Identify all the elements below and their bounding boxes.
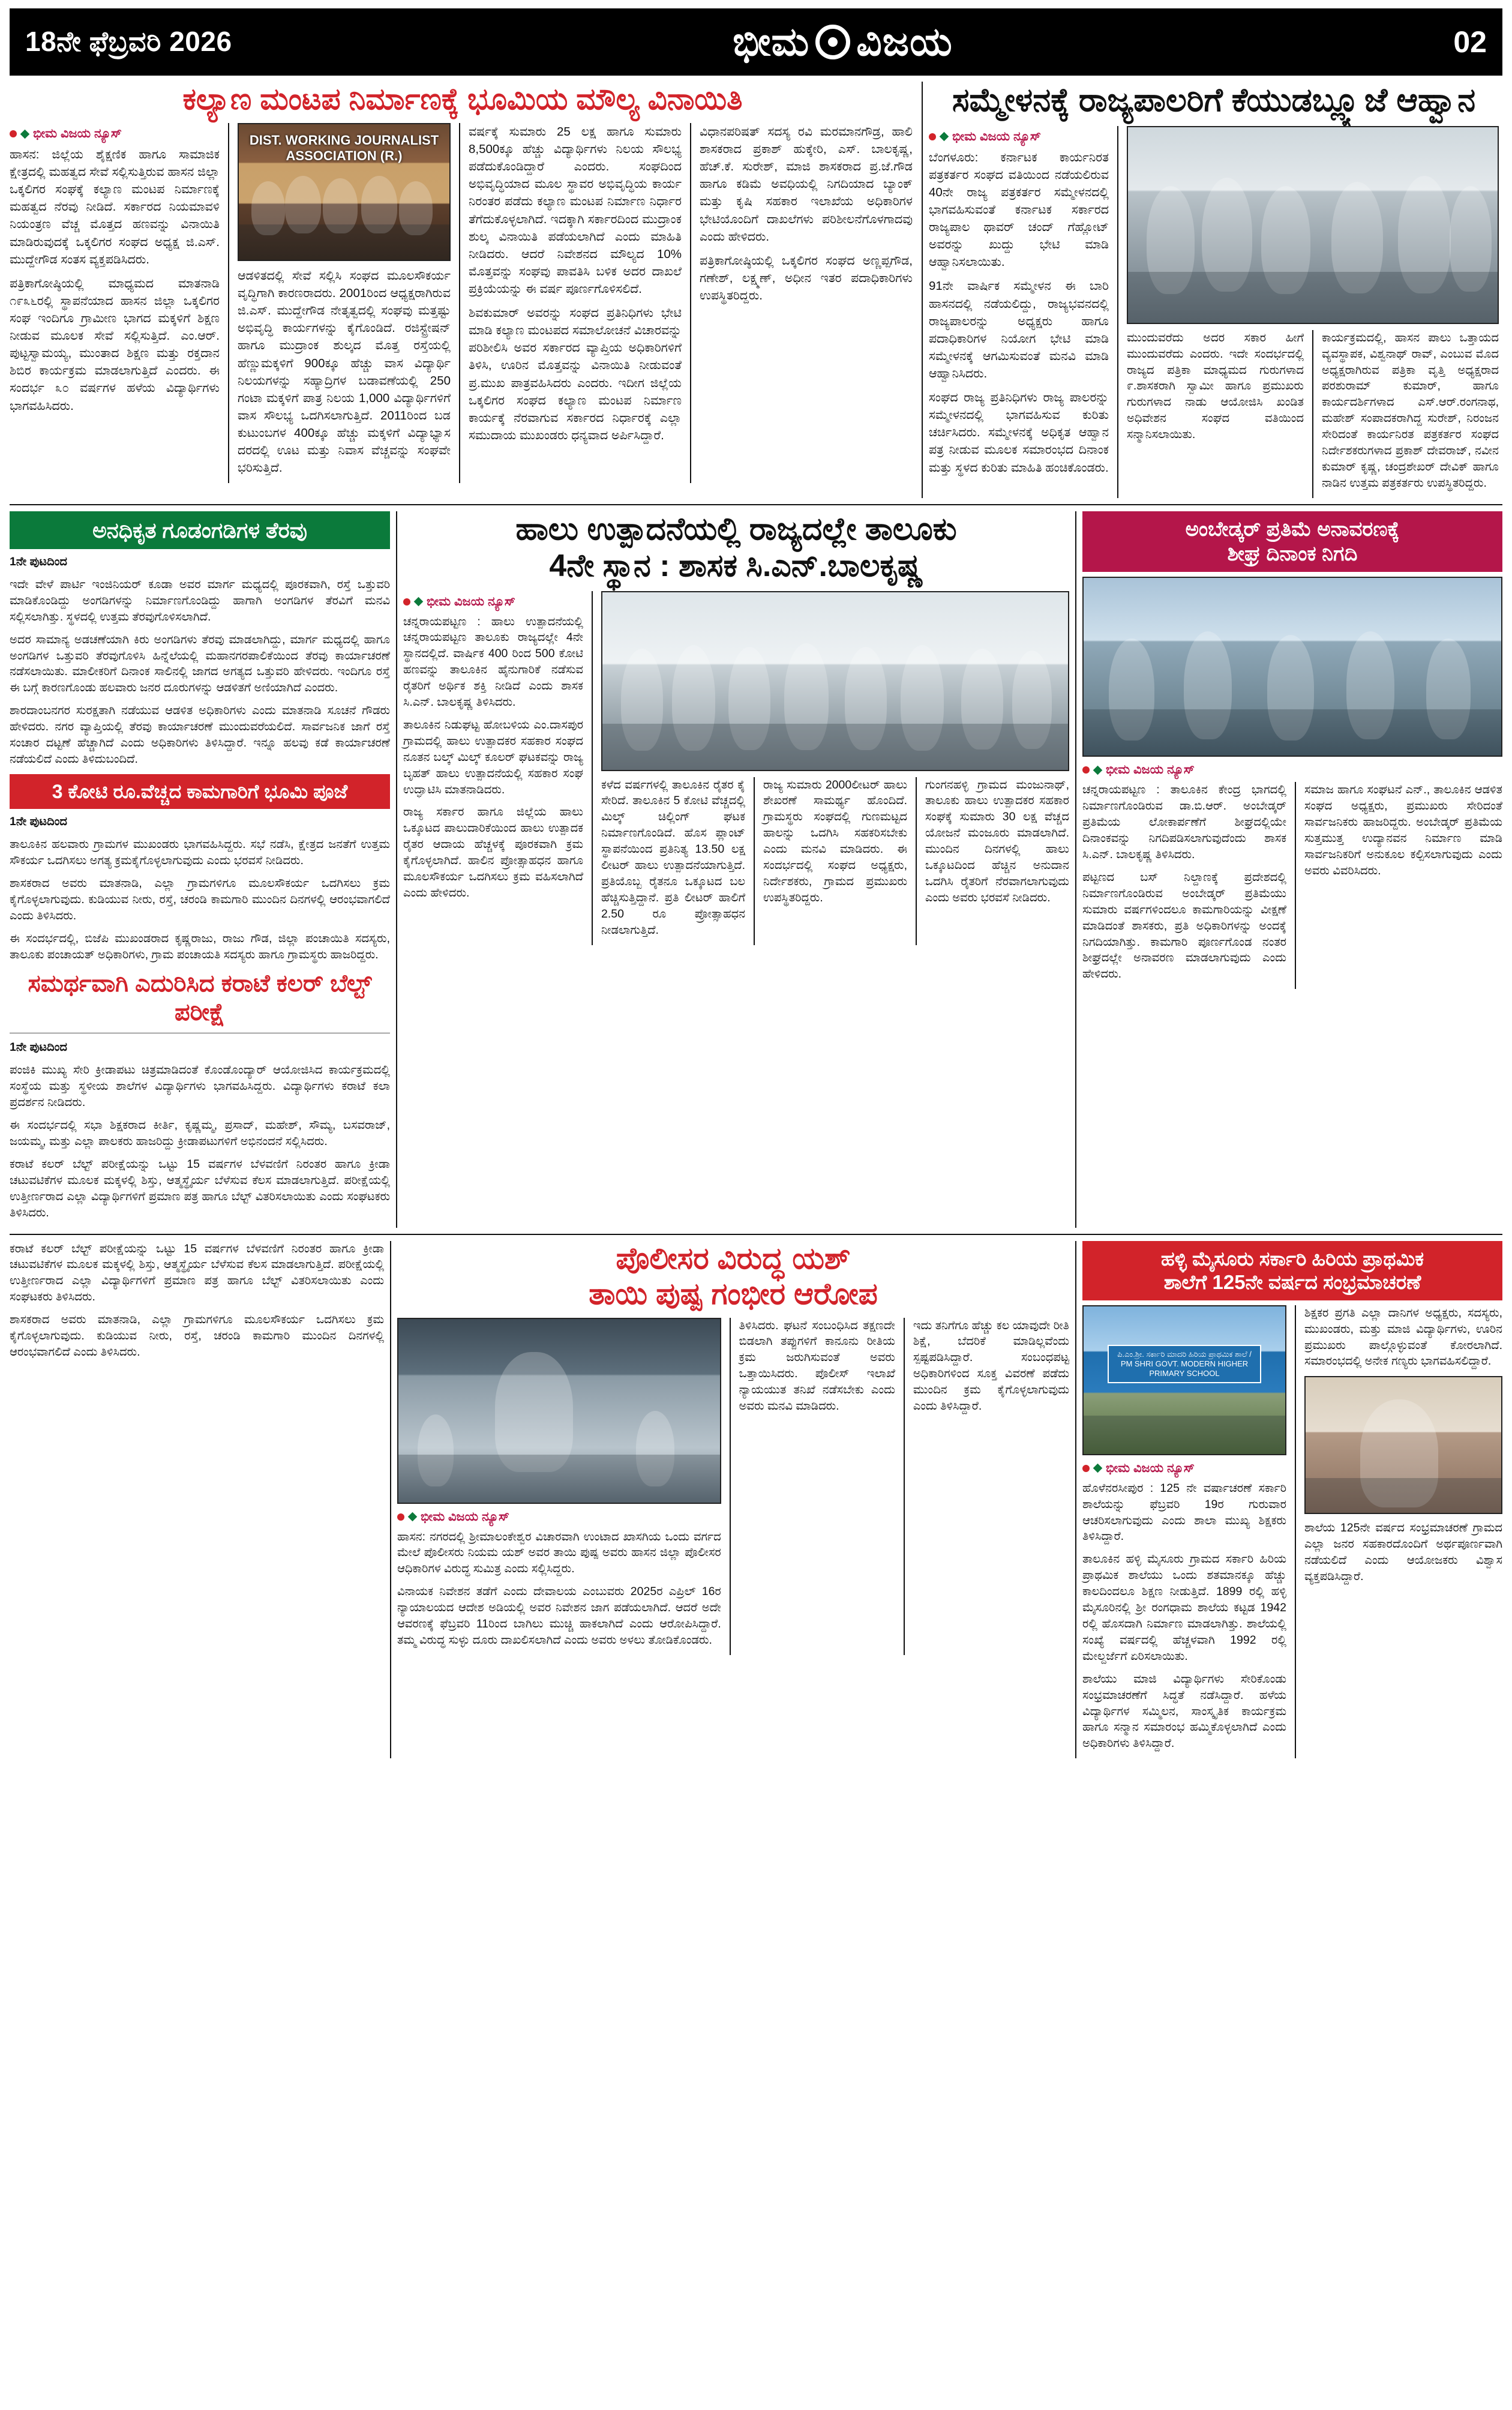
paragraph: ಸಂಘದ ರಾಜ್ಯ ಪ್ರತಿನಿಧಿಗಳು ರಾಜ್ಯ ಪಾಲರನ್ನು ಸಮ್ಮೇಳನದಲ್ಲಿ ಭಾಗವಹಿಸುವ ಕುರಿತು ಚರ್ಚಿಸಿದರು. ಸಮ್ಮೇಳನಕ್ಕೆ ಅಧಿಕೃತ ಆಹ್ವಾನ ಪತ್ರ ನೀಡುವ ಮೂಲಕ ಸಮಾರಂಭದ ದಿನಾಂಕ ಮತ್ತು ಸ್ಥಳದ ಕುರಿತು ಮಾಹಿತಿ ಹಂಚಿಕೊಂಡರು. bbox=[929, 391, 1109, 475]
article-headline bbox=[10, 969, 390, 1027]
school-building-photo bbox=[1082, 1305, 1286, 1455]
continuation-note: 1ನೇ ಪುಟದಿಂದ bbox=[10, 815, 67, 829]
continuation-note: 1ನೇ ಪುಟದಿಂದ bbox=[10, 1041, 67, 1054]
paragraph: ವರ್ಷಕ್ಕೆ ಸುಮಾರು 25 ಲಕ್ಷ ಹಾಗೂ ಸುಮಾರು 8,500ಕ್ಕೂ ಹೆಚ್ಚು ವಿದ್ಯಾರ್ಥಿಗಳು ನಿಲಯ ಸೌಲಭ್ಯ ಪಡೆದುಕೊಂಡಿದ್ದಾರೆ ಎಂದರು. ಸಂಘದಿಂದ ಅಭಿವೃದ್ಧಿಯಾದ ಮೂಲ ಸ್ಥಾವರ ಅಭಿವೃದ್ಧಿಯ ಕಾರ್ಯ ನಿರಂತರ ಪಡೆದು ಕಲ್ಯಾಣ ಮಂಟಪ ನಿರ್ಮಾಣ ನಿರ್ಧಾರ ತೆಗೆದುಕೊಳ್ಳಲಾಗಿದೆ. ಇದಕ್ಕಾಗಿ ಸರ್ಕಾರದಿಂದ ಮುದ್ರಾಂಕ ಶುಲ್ಕ ವಿನಾಯಿತಿ ಪಡೆಯಲಾಗಿದೆ ಎಂದು ಮಾಹಿತಿ ನೀಡಿದರು. ಆದರೆ ನಿವೇಶನದ ಮೌಲ್ಯದ 10% ಮೊತ್ತವನ್ನು ಸಂಘವು ಪಾವತಿಸಿ ಬಳಿಕ ಅದರ ದಾಖಲೆ ಪ್ರಕ್ರಿಯೆಯನ್ನು ಈ ವರ್ಷ ಪೂರ್ಣಗೊಳಿಸಲಿದೆ. bbox=[469, 125, 682, 296]
paragraph: ತಾಲೂಕಿನ ಹಳ್ಳಿ ಮೈಸೂರು ಗ್ರಾಮದ ಸರ್ಕಾರಿ ಹಿರಿಯ ಪ್ರಾಥಮಿಕ ಶಾಲೆಯು ಒಂದು ಶತಮಾನಕ್ಕೂ ಹೆಚ್ಚು ಕಾಲದಿಂದಲೂ ಶಿಕ್ಷಣ ನೀಡುತ್ತಿದೆ. 1899 ರಲ್ಲಿ ಹಳ್ಳಿ ಮೈಸೂರಿನಲ್ಲಿ ಶ್ರೀ ರಂಗಧಾಮ ಶಾಲೆಯ ಕಟ್ಟಡ 1942 ರಲ್ಲಿ ಹೊಸದಾಗಿ ನಿರ್ಮಾಣ ಮಾಡಲಾಗಿತ್ತು. ಶಾಲೆಯಲ್ಲಿ ಸಂಖ್ಯೆ ವರ್ಷದಲ್ಲಿ ಹೆಚ್ಚಳವಾಗಿ 1992 ರಲ್ಲಿ ಮೇಲ್ದರ್ಜೆಗೆ ಏರಿಸಲಾಯಿತು. bbox=[1082, 1552, 1286, 1663]
byline bbox=[1082, 1461, 1286, 1476]
publication-date: 18ನೇ ಫೆಬ್ರವರಿ 2026 bbox=[25, 26, 232, 57]
byline-text: ಭೀಮ ವಿಜಯ ನ್ಯೂಸ್ bbox=[33, 127, 122, 140]
school-name-board: ಪಿ.ಎಂ.ಶ್ರೀ. ಸರ್ಕಾರಿ ಮಾದರಿ ಹಿರಿಯ ಪ್ರಾಥಮಿಕ ಶಾಲೆ / PM SHRI GOVT. MODERN HIGHER PRIMARY SCHOOL bbox=[1108, 1345, 1261, 1384]
paragraph: ಗುಂಗನಹಳ್ಳಿ ಗ್ರಾಮದ ಮಂಜುನಾಥ್, ತಾಲೂಕು ಹಾಲು ಉತ್ಪಾದಕರ ಸಹಕಾರ ಸಂಘಕ್ಕೆ ಸುಮಾರು 30 ಲಕ್ಷ ವೆಚ್ಚದ ಯೋಜನೆ ಮಂಜೂರು ಮಾಡಲಾಗಿದೆ. ಮುಂದಿನ ದಿನಗಳಲ್ಲಿ ಹಾಲು ಒಕ್ಕೂಟದಿಂದ ಹೆಚ್ಚಿನ ಅನುದಾನ ಒದಗಿಸಿ ರೈತರಿಗೆ ನೆರವಾಗಲಾಗುವುದು ಎಂದು ಅವರು ಭರವಸೆ ನೀಡಿದರು. bbox=[925, 778, 1069, 904]
byline-text: ಭೀಮ ವಿಜಯ ನ್ಯೂಸ್ bbox=[1106, 763, 1195, 777]
article-milk-production bbox=[403, 511, 1069, 1228]
bullet-icon bbox=[1082, 1465, 1090, 1472]
inauguration-photo bbox=[601, 591, 1069, 771]
paragraph: ಬೆಂಗಳೂರು: ಕರ್ನಾಟಕ ಕಾರ್ಯನಿರತ ಪತ್ರಕರ್ತರ ಸಂಘದ ವತಿಯಿಂದ ನಡೆಯಲಿರುವ 40ನೇ ರಾಜ್ಯ ಪತ್ರಕರ್ತರ ಸಮ್ಮೇಳನದಲ್ಲಿ ಭಾಗವಹಿಸುವಂತೆ ಕರ್ನಾಟಕ ಸರ್ಕಾರದ ರಾಜ್ಯಪಾಲ ಥಾವರ್ ಚಂದ್ ಗೆಹ್ಲೋಟ್ ಅವರನ್ನು ಖುದ್ದು ಭೇಟಿ ಮಾಡಿ ಆಹ್ವಾನಿಸಲಾಯಿತು. bbox=[929, 150, 1109, 269]
paragraph: ತಿಳಿಸಿದರು. ಘಟನೆ ಸಂಬಂಧಿಸಿದ ತಕ್ಷಣದೇ ಬಿಡಲಾಗಿ ತಪ್ಪುಗಳಿಗೆ ಕಾನೂನು ರೀತಿಯ ಕ್ರಮ ಜರುಗಿಸುವಂತೆ ಅವರು ಒತ್ತಾಯಿಸಿದರು. ಪೊಲೀಸ್ ಇಲಾಖೆ ನ್ಯಾಯಯುತ ತನಿಖೆ ನಡೆಸಬೇಕು ಎಂದು ಅವರು ಮನವಿ ಮಾಡಿದರು. bbox=[739, 1318, 895, 1413]
article-headline: ಸಮ್ಮೇಳನಕ್ಕೆ ರಾಜ್ಯಪಾಲರಿಗೆ ಕೆಯುಡಬ್ಲ್ಯೂಜೆ ಆಹ್ವಾನ bbox=[952, 82, 1476, 118]
article-headline bbox=[1082, 511, 1502, 572]
paragraph: ಚನ್ನರಾಯಪಟ್ಟಣ : ಹಾಲು ಉತ್ಪಾದನೆಯಲ್ಲಿ ಚನ್ನರಾಯಪಟ್ಟಣ ತಾಲೂಕು ರಾಜ್ಯದಲ್ಲೇ 4ನೇ ಸ್ಥಾನದಲ್ಲಿದೆ. ವಾರ್ಷಿಕ 400 ರಿಂದ 500 ಕೋಟಿ ಹಣವನ್ನು ತಾಲೂಕಿನ ಹೈನುಗಾರಿಕೆ ನಡೆಸುವ ರೈತರಿಗೆ ಅರ್ಥಿಕ ಶಕ್ತಿ ನೀಡಿದೆ ಎಂದು ಶಾಸಕ ಸಿ.ಎನ್. ಬಾಲಕೃಷ್ಣ ತಿಳಿಸಿದರು. bbox=[403, 615, 584, 709]
byline bbox=[1082, 763, 1502, 777]
headline-text: ಸಮರ್ಥವಾಗಿ ಎದುರಿಸಿದ ಕರಾಟೆ ಕಲರ್ ಬೆಲ್ಟ್ ಪರೀಕ್ಷೆ bbox=[28, 970, 372, 1026]
headline-line-1: ಹಾಲು ಉತ್ಪಾದನೆಯಲ್ಲಿ ರಾಜ್ಯದಲ್ಲೇ ತಾಲೂಕು bbox=[515, 511, 957, 547]
byline-text: ಭೀಮ ವಿಜಯ ನ್ಯೂಸ್ bbox=[1106, 1461, 1195, 1475]
headline-line-2: 4ನೇ ಸ್ಥಾನ : ಶಾಸಕ ಸಿ.ಎನ್.ಬಾಲಕೃಷ್ಣ bbox=[549, 548, 923, 584]
diamond-icon bbox=[1093, 1464, 1103, 1473]
paragraph: ರಾಜ್ಯ ಸರ್ಕಾರ ಹಾಗೂ ಜಿಲ್ಲೆಯ ಹಾಲು ಒಕ್ಕೂಟದ ಪಾಲುದಾರಿಕೆಯಿಂದ ಹಾಲು ಉತ್ಪಾದಕ ರೈತರ ಆದಾಯ ಹೆಚ್ಚಳಕ್ಕೆ ಪೂರಕವಾಗಿ ಕ್ರಮ ಕೈಗೊಳ್ಳಲಾಗಿದೆ. ಹಾಲಿನ ಪ್ರೋತ್ಸಾಹಧನ ಹಾಗೂ ಮೂಲಸೌಕರ್ಯ ಒದಗಿಸಲು ಕ್ರಮ ವಹಿಸಲಾಗಿದೆ ಎಂದು ಹೇಳಿದರು. bbox=[403, 805, 584, 900]
article-headline: ಅನಧಿಕೃತ ಗೂಡಂಗಡಿಗಳ ತೆರವು bbox=[10, 511, 390, 549]
paragraph: ಶಿವಕುಮಾರ್ ಅವರನ್ನು ಸಂಘದ ಪ್ರತಿನಿಧಿಗಳು ಭೇಟಿ ಮಾಡಿ ಕಲ್ಯಾಣ ಮಂಟಪದ ಸಮಾಲೋಚನೆ ವಿಚಾರವನ್ನು ಪರಿಶೀಲಿಸಿ ಅವರ ಸರ್ಕಾರದ ವ್ಯಾಪ್ತಿಯ ಅಧಿಕಾರಿಗಳಿಗೆ ತಿಳಿಸಿ, ಊರಿನ ಮೊತ್ತವನ್ನು ವಿನಾಯಿತಿ ನೀಡುವಂತೆ ಪ್ರ.ಮುಖ ಪಾತ್ರವಹಿಸಿದರು ಎಂದರು. ಇದೀಗ ಜಿಲ್ಲೆಯ ಒಕ್ಕಲಿಗರ ಸಂಘದ ಕಲ್ಯಾಣ ಮಂಟಪ ನಿರ್ಮಾಣ ಕಾರ್ಯಕ್ಕೆ ನೆರವಾಗುವ ಸರ್ಕಾರದ ನಿರ್ಧಾರಕ್ಕೆ ಎಲ್ಲಾ ಸಮುದಾಯ ಮುಖಂಡರು ಧನ್ಯವಾದ ಅರ್ಪಿಸಿದ್ದಾರೆ. bbox=[469, 306, 682, 442]
newspaper-title bbox=[733, 19, 953, 66]
paragraph: ಚನ್ನರಾಯಪಟ್ಟಣ : ತಾಲೂಕಿನ ಕೇಂದ್ರ ಭಾಗದಲ್ಲಿ ನಿರ್ಮಾಣಗೊಂಡಿರುವ ಡಾ.ಬಿ.ಆರ್. ಅಂಬೇಡ್ಕರ್ ಪ್ರತಿಮೆಯ ಲೋಕಾರ್ಪಣೆಗೆ ಶೀಘ್ರದಲ್ಲಿಯೇ ದಿನಾಂಕವನ್ನು ನಿಗದಿಪಡಿಸಲಾಗುವುದೆಂದು ಶಾಸಕ ಸಿ.ಎನ್. ಬಾಲಕೃಷ್ಣ ತಿಳಿಸಿದರು. bbox=[1082, 783, 1286, 861]
paragraph: ಕರಾಟೆ ಕಲರ್ ಬೆಲ್ಟ್ ಪರೀಕ್ಷೆಯನ್ನು ಒಟ್ಟು 15 ವರ್ಷಗಳ ಬೆಳವಣಿಗೆ ನಿರಂತರ ಹಾಗೂ ಕ್ರೀಡಾ ಚಟುವಟಿಕೆಗಳ ಮೂಲಕ ಮಕ್ಕಳಲ್ಲಿ ಶಿಸ್ತು, ಆತ್ಮಸ್ಥೈರ್ಯ ಬೆಳೆಸುವ ಕೆಲಸ ಮಾಡಲಾಗುತ್ತಿದೆ. ಪರೀಕ್ಷೆಯಲ್ಲಿ ಉತ್ತೀರ್ಣರಾದ ಎಲ್ಲಾ ವಿದ್ಯಾರ್ಥಿಗಳಿಗೆ ಪ್ರಮಾಣ ಪತ್ರ ಹಾಗೂ ಬೆಲ್ಟ್ ವಿತರಿಸಲಾಯಿತು ಎಂದು ಸಂಘಟಕರು ತಿಳಿಸಿದರು. bbox=[10, 1157, 391, 1219]
article-kalyana-mantapa bbox=[10, 82, 916, 498]
paragraph: ಇದು ತನಿಗೆಗೂ ಹೆಚ್ಚು ಕಲ ಯಾವುದೇ ರೀತಿ ಶಿಕ್ಷೆ, ಬೆದರಿಕೆ ಮಾಡಿಲ್ಲವೆಂದು ಸ್ಪಷ್ಟಪಡಿಸಿದ್ದಾರೆ. ಸಂಬಂಧಪಟ್ಟ ಅಧಿಕಾರಿಗಳಿಂದ ಸೂಕ್ತ ವಿವರಣೆ ಪಡೆದು ಮುಂದಿನ ಕ್ರಮ ಕೈಗೊಳ್ಳಲಾಗುವುದು ಎಂದು ತಿಳಿಸಿದ್ದಾರೆ. bbox=[913, 1318, 1070, 1413]
headline-line-1: ಅಂಬೇಡ್ಕರ್ ಪ್ರತಿಮೆ ಅನಾವರಣಕ್ಕೆ bbox=[1185, 517, 1400, 541]
top-section bbox=[10, 82, 1502, 498]
paragraph: ಮುಂದುವರೆದು ಅದರ ಸಕಾರ ಹೀಗೆ ಮುಂದುವರೆದು ಎಂದರು. ಇದೇ ಸಂದರ್ಭದಲ್ಲಿ ರಾಜ್ಯದ ಪತ್ರಿಕಾ ಮಾಧ್ಯಮದ ಗುರುಗಳಾದ ೯.ಶಾಸಕರಾಗಿ ಸ್ವಾಮೀ ಹಾಗೂ ಪ್ರಮುಖರು ಗುರುಗಳಾದ ನಾಡು ಆಯೋಜಿಸಿ ಖಂಡಿತ ಅಧಿವೇಶನ ಸಂಘದ ವತಿಯಿಂದ ಸನ್ಮಾನಿಸಲಾಯಿತು. bbox=[1127, 331, 1304, 442]
bullet-icon bbox=[10, 130, 17, 137]
article-headline bbox=[397, 1241, 1069, 1312]
paragraph: ವಿಧಾನಪರಿಷತ್ ಸದಸ್ಯ ರವಿ ಮರಮಾನಗೌಡ್ರ, ಹಾಲಿ ಶಾಸಕರಾದ ಪ್ರಕಾಶ್ ಹುಕ್ಕೇರಿ, ಎಸ್. ಬಾಲಕೃಷ್ಣ, ಹೆಚ್.ಕೆ. ಸುರೇಶ್, ಮಾಜಿ ಶಾಸಕರಾದ ಪ್ರ.ಜೆ.ಗೌಡ ಹಾಗೂ ಕಡಿಮೆ ಅವಧಿಯಲ್ಲಿ ನಿಗದಿಯಾದ ಬ್ಯಾಂಕ್ ಮತ್ತು ಕೃಷಿ ಸಹಕಾರ ಇಲಾಖೆಯ ಅಧಿಕಾರಿಗಳ ಭೇಟಿಯೊಂದಿಗೆ ದಾಖಲೆಗಳು ಪರಿಶೀಲನೆಗೊಳಗಾದವು ಎಂದು ಹೇಳಿದರು. bbox=[700, 125, 913, 244]
paragraph: ಕಳೆದ ವರ್ಷಗಳಲ್ಲಿ ತಾಲೂಕಿನ ರೈತರ ಕೈ ಸೇರಿದೆ. ತಾಲೂಕಿನ 5 ಕೋಟಿ ವೆಚ್ಚದಲ್ಲಿ ಮಿಲ್ಕ್ ಚಿಲ್ಲಿಂಗ್ ಘಟಕ ನಿರ್ಮಾಣಗೊಂಡಿದೆ. ಹೊಸ ಪ್ಲಾಂಟ್ ಸ್ಥಾಪನೆಯಿಂದ ಪ್ರತಿನಿತ್ಯ 13.50 ಲಕ್ಷ ಲೀಟರ್ ಹಾಲು ಉತ್ಪಾದನೆಯಾಗುತ್ತಿದೆ. ಪ್ರತಿಯೊಬ್ಬ ರೈತನೂ ಒಕ್ಕೂಟದ ಬಲ ಹೆಚ್ಚಿಸುತ್ತಿದ್ದಾನೆ. ಪ್ರತಿ ಲೀಟರ್ ಹಾಲಿಗೆ 2.50 ರೂ ಪ್ರೋತ್ಸಾಹಧನ ನೀಡಲಾಗುತ್ತಿದೆ. bbox=[601, 778, 746, 937]
bullet-icon bbox=[397, 1513, 404, 1521]
headline-line-2: ಶಾಲೆಗೆ 125ನೇ ವರ್ಷದ ಸಂಭ್ರಮಾಚರಣೆ bbox=[1163, 1271, 1421, 1294]
media-interview-photo bbox=[397, 1318, 721, 1504]
paragraph: ಶಾಸಕರಾದ ಅವರು ಮಾತನಾಡಿ, ಎಲ್ಲಾ ಗ್ರಾಮಗಳಿಗೂ ಮೂಲಸೌಕರ್ಯ ಒದಗಿಸಲು ಕ್ರಮ ಕೈಗೊಳ್ಳಲಾಗುವುದು. ಕುಡಿಯುವ ನೀರು, ರಸ್ತೆ, ಚರಂಡಿ ಕಾಮಗಾರಿ ಮುಂದಿನ ದಿನಗಳಲ್ಲಿ ಆರಂಭವಾಗಲಿದೆ ಎಂದು ತಿಳಿಸಿದರು. bbox=[10, 1313, 385, 1359]
paragraph: ಹಾಸನ: ಜಿಲ್ಲೆಯ ಶೈಕ್ಷಣಿಕ ಹಾಗೂ ಸಾಮಾಜಿಕ ಕ್ಷೇತ್ರದಲ್ಲಿ ಮಹತ್ವದ ಸೇವೆ ಸಲ್ಲಿಸುತ್ತಿರುವ ಹಾಸನ ಜಿಲ್ಲಾ ಒಕ್ಕಲಿಗರ ಸಂಘಕ್ಕೆ ಕಲ್ಯಾಣ ಮಂಟಪ ನಿರ್ಮಾಣಕ್ಕೆ ಮಹತ್ವದ ನೆರವು ನೀಡಿದೆ. ಸರ್ಕಾರದ ನಿಯಮಾವಳಿ ನಿಯಂತ್ರಣ ವೆಚ್ಚ ಮೊತ್ತದ ಹಣವನ್ನು ವಿನಾಯಿತಿ ಮಾಡಿರುವುದಕ್ಕೆ ಒಕ್ಕಲಿಗರ ಸಂಘದ ಅಧ್ಯಕ್ಷ ಜಿ.ಎಸ್. ಮುದ್ದೇಗೌಡ ಸಂತಸ ವ್ಯಕ್ತಪಡಿಸಿದರು. bbox=[10, 148, 220, 266]
paragraph: ತಾಲೂಕಿನ ನಿಡುಘಟ್ಟ ಹೋಬಳಿಯ ಎಂ.ದಾಸಪುರ ಗ್ರಾಮದಲ್ಲಿ ಹಾಲು ಉತ್ಪಾದಕರ ಸಹಕಾರ ಸಂಘದ ನೂತನ ಬಲ್ಕ್ ಮಿಲ್ಕ್ ಕೂಲರ್ ಘಟಕವನ್ನು ರಾಜ್ಯ ಬೃಹತ್ ಹಾಲು ಉತ್ಪಾದನೆಯಲ್ಲಿ ಸಹಕಾರ ಸಂಘ ಉದ್ಘಾಟಿಸಿ ಮಾತನಾಡಿದರು. bbox=[403, 718, 584, 796]
article-headline bbox=[403, 511, 1069, 585]
paragraph: ಹೊಳೆನರಸೀಪುರ : 125 ನೇ ವರ್ಷಾಚರಣೆ ಸರ್ಕಾರಿ ಶಾಲೆಯನ್ನು ಫೆಬ್ರವರಿ 19ರ ಗುರುವಾರ ಆಚರಿಸಲಾಗುವುದು ಎಂದು ಶಾಲಾ ಮುಖ್ಯ ಶಿಕ್ಷಕರು ತಿಳಿಸಿದ್ದಾರೆ. bbox=[1082, 1481, 1286, 1543]
article-ambedkar-statue bbox=[1082, 511, 1502, 1228]
paragraph: ಅದರ ಸಾಮಾನ್ಯ ಅಡಚಣೆಯಾಗಿ ಕಿರು ಅಂಗಡಿಗಳು ತೆರವು ಮಾಡಲಾಗಿದ್ದು, ಮಾರ್ಗ ಮಧ್ಯದಲ್ಲಿ ಹಾಗೂ ಅಂಗಡಿಗಳ ಒತ್ತುವರಿ ತೆರವುಗೊಳಿಸಿ ಹಿನ್ನೆಲೆಯಲ್ಲಿ ಮಹಾನಗರಪಾಲಿಕೆಯಿಂದ ತೆರವು ಕಾರ್ಯಾಚರಣೆ ನಡೆಸಲಾಯಿತು. ಮಾಲೀಕರಿಗೆ ದಿನಾಂಕ ಸಾಲಿನಲ್ಲಿ ಜಾಗದ ಅಗತ್ಯದ ಒತ್ತುವರಿ ಹೇಳಿದರು. ಇಂದಿಗೂ ರಸ್ತೆ ಈ ಬಗ್ಗೆ ಕಾರಣಗೊಂಡು ಹಲವಾರು ಜನರ ದೂರುಗಳನ್ನು ಆಡಳಿತಗೆ ಅಣಿಯಾಗಿದೆ ಎಂದರು. bbox=[10, 633, 391, 695]
article-headline: ಕಲ್ಯಾಣ ಮಂಟಪ ನಿರ್ಮಾಣಕ್ಕೆ ಭೂಮಿಯ ಮೌಲ್ಯ ವಿನಾಯಿತಿ bbox=[182, 82, 743, 116]
site-visit-photo bbox=[1082, 577, 1502, 757]
paragraph: ತಾಲೂಕಿನ ಹಲವಾರು ಗ್ರಾಮಗಳ ಮುಖಂಡರು ಭಾಗವಹಿಸಿದ್ದರು. ಸಭೆ ನಡೆಸಿ, ಕ್ಷೇತ್ರದ ಜನತೆಗೆ ಉತ್ತಮ ಸೌಕರ್ಯ ಒದಗಿಸಲು ಅಗತ್ಯ ಕ್ರಮಕೈಗೊಳ್ಳಲಾಗುವುದು ಎಂದು ಭರವಸೆ ನೀಡಿದರು. bbox=[10, 838, 391, 868]
byline-text: ಭೀಮ ವಿಜಯ ನ್ಯೂಸ್ bbox=[421, 1509, 509, 1524]
wheel-icon bbox=[815, 25, 850, 59]
headline-line-2: ತಾಯಿ ಪುಷ್ಪ ಗಂಭೀರ ಆರೋಪ bbox=[589, 1276, 878, 1311]
paragraph: ಪಂಜಿಕಿ ಮುಖ್ಯ ಸೇರಿ ಕ್ರೀಡಾಪಟು ಚಿತ್ರಮಾಡಿದಂತೆ ಕೊಂಡೊಂದ್ಯಾರ್ ಆಯೋಜಿಸಿದ ಕಾರ್ಯಕ್ರಮದಲ್ಲಿ ಸಂಸ್ಥೆಯ ಮತ್ತು ಸ್ಥಳೀಯ ಶಾಲೆಗಳ ವಿದ್ಯಾರ್ಥಿಗಳು ಭಾಗವಹಿಸಿದ್ದರು. ವಿದ್ಯಾರ್ಥಿಗಳು ಕರಾಟೆ ಕಲಾ ಪ್ರದರ್ಶನ ನೀಡಿದರು. bbox=[10, 1063, 391, 1110]
press-conference-photo bbox=[238, 123, 451, 261]
paragraph: ಇದೇ ವೇಳೆ ಪಾರ್ಟಿ ಇಂಜಿನಿಯರ್ ಕೂಡಾ ಅವರ ಮಾರ್ಗ ಮಧ್ಯದಲ್ಲಿ ಪೂರಕವಾಗಿ, ರಸ್ತೆ ಒತ್ತುವರಿ ಮಾಡಿಕೊಂಡಿದ್ದು ಅಂಗಡಿಗಳನ್ನು ನಿರ್ಮಾಣಗೊಂಡಿದ್ದು ಹಾಗಾಗಿ ಅಂಗಡಿಗಳ ತೆರವಿಗೆ ಮನವಿ ಸಲ್ಲಿಸಲಾಗಿತ್ತು. ಸ್ಥಳದಲ್ಲಿ ಉತ್ತಮ ತೆರವುಗೊಳಿಸಲಾಗಿದೆ. bbox=[10, 577, 391, 624]
paragraph: ಹಾಸನ: ನಗರದಲ್ಲಿ ಶ್ರೀಮಾಲಂಕೇಶ್ವರ ವಿಚಾರವಾಗಿ ಉಂಟಾದ ಖಾಸಗಿಯ ಒಂದು ವರ್ಗದ ಮೇಲೆ ಪೊಲೀಸರು ನಿಯಮ ಯಶ್ ಅವರ ತಾಯಿ ಪುಷ್ಪ ಅವರು ಹಾಸನ ಜಿಲ್ಲಾ ಪೊಲೀಸರ ಆಧಿಕಾರಿಗಳ ವಿರುದ್ಧ ಸುಮಿತ್ರ ಎಂದು ಸಲ್ಲಿಸಿದ್ದರು. bbox=[397, 1530, 721, 1576]
paragraph: ಪತ್ರಿಕಾಗೋಷ್ಠಿಯಲ್ಲಿ ಮಾಧ್ಯಮದ ಮಾತನಾಡಿ ೧೯೩೬ರಲ್ಲಿ ಸ್ಥಾಪನೆಯಾದ ಹಾಸನ ಜಿಲ್ಲಾ ಒಕ್ಕಲಿಗರ ಸಂಘ ಇಂದಿಗೂ ಗ್ರಾಮೀಣ ಭಾಗದ ಮಕ್ಕಳಿಗೆ ಶಿಕ್ಷಣ ನೀಡುವ ಮೂಲಕ ಸೇವೆ ಸಲ್ಲಿಸುತ್ತಿದೆ. ಎಂ.ಆರ್. ಪುಟ್ಟಸ್ವಾಮಯ್ಯ, ಮುಂತಾದ ಶಿಕ್ಷಣ ಮತ್ತು ರಕ್ತದಾನ ಶಿಬಿರ ಕಾರ್ಯಕ್ರಮ ಮಾಡಲಾಗುತ್ತಿದೆ ಎಂದರು. ಈ ಸಂದರ್ಭ ೩೦ ವರ್ಷಗಳ ಹಳೆಯ ವಿದ್ಯಾರ್ಥಿಗಳು ಭಾಗವಹಿಸಿದರು. bbox=[10, 276, 220, 413]
middle-section bbox=[10, 511, 1502, 1228]
byline bbox=[10, 127, 220, 141]
diamond-icon bbox=[940, 132, 949, 142]
paragraph: 91ನೇ ವಾರ್ಷಿಕ ಸಮ್ಮೇಳನ ಈ ಬಾರಿ ಹಾಸನದಲ್ಲಿ ನಡೆಯಲಿದ್ದು, ರಾಜ್ಯಭವನದಲ್ಲಿ ರಾಜ್ಯಪಾಲರನ್ನು ಅಧ್ಯಕ್ಷರು ಹಾಗೂ ಪದಾಧಿಕಾರಿಗಳ ನಿಯೋಗ ಭೇಟಿ ಮಾಡಿ ಸಮ್ಮೇಳನಕ್ಕೆ ಆಗಮಿಸುವಂತೆ ಮನವಿ ಮಾಡಿ ಆಹ್ವಾನಿಸಿದರು. bbox=[929, 279, 1109, 381]
diamond-icon bbox=[408, 1512, 418, 1522]
diamond-icon bbox=[20, 129, 30, 139]
bullet-icon bbox=[403, 598, 410, 606]
photo-caption: DIST. WORKING JOURNALIST ASSOCIATION (R.) bbox=[249, 132, 439, 163]
byline bbox=[403, 595, 583, 609]
byline-text: ಭೀಮ ವಿಜಯ ನ್ಯೂಸ್ bbox=[952, 129, 1041, 143]
governor-meeting-photo bbox=[1127, 126, 1499, 324]
paragraph: ಈ ಸಂದರ್ಭದಲ್ಲಿ ಸಭಾ ಶಿಕ್ಷಕರಾದ ಕೀರ್ತಿ, ಕೃಷ್ಣಮ್ಮ, ಪ್ರಸಾದ್, ಮಹೇಶ್, ಸೌಮ್ಯ, ಬಸವರಾಜ್, ಜಯಮ್ಮ, ಮತ್ತು ಎಲ್ಲಾ ಪಾಲಕರು ಹಾಜರಿದ್ದು ಕ್ರೀಡಾಪಟುಗಳಿಗೆ ಅಭಿನಂದನೆ ಸಲ್ಲಿಸಿದರು. bbox=[10, 1119, 391, 1149]
article-school-125-years bbox=[1082, 1241, 1502, 1759]
bullet-icon bbox=[929, 133, 936, 140]
article-yash-mother-allegation bbox=[397, 1241, 1069, 1759]
paragraph: ರಾಜ್ಯ ಸುಮಾರು 2000ಲೀಟರ್ ಹಾಲು ಶೇಖರಣೆ ಸಾಮರ್ಥ್ಯ ಹೊಂದಿದೆ. ಗ್ರಾಮಸ್ಥರು ಸಂಘದಲ್ಲಿ ಗುಣಮಟ್ಟದ ಹಾಲನ್ನು ಒದಗಿಸಿ ಸಹಕರಿಸಬೇಕು ಎಂದು ಮನವಿ ಮಾಡಿದರು. ಈ ಸಂದರ್ಭದಲ್ಲಿ ಸಂಘದ ಅಧ್ಯಕ್ಷರು, ನಿರ್ದೇಶಕರು, ಗ್ರಾಮದ ಪ್ರಮುಖರು ಉಪಸ್ಥಿತರಿದ್ದರು. bbox=[763, 778, 908, 904]
headline-line-2: ಶೀಘ್ರ ದಿನಾಂಕ ನಿಗದಿ bbox=[1227, 542, 1358, 565]
title-left: ಭೀಮ bbox=[733, 19, 810, 64]
masthead bbox=[10, 8, 1502, 76]
diamond-icon bbox=[1093, 766, 1103, 775]
page-number: 02 bbox=[1453, 25, 1487, 59]
headline-line-1: ಹಳ್ಳಿ ಮೈಸೂರು ಸರ್ಕಾರಿ ಹಿರಿಯ ಪ್ರಾಥಮಿಕ bbox=[1160, 1247, 1424, 1270]
article-headline bbox=[1082, 1241, 1502, 1300]
paragraph: ಆಡಳಿತದಲ್ಲಿ ಸೇವೆ ಸಲ್ಲಿಸಿ ಸಂಘದ ಮೂಲಸೌಕರ್ಯ ವೃದ್ಧಿಗಾಗಿ ಕಾರಣರಾದರು. 2001ರಿಂದ ಆಧ್ಯಕ್ಷರಾಗಿರುವ ಜಿ.ಎಸ್. ಮುದ್ದೇಗೌಡ ನೇತೃತ್ವದಲ್ಲಿ ಸಂಘವು ಮತ್ತಷ್ಟು ಅಭಿವೃದ್ಧಿ ಕಾರ್ಯಗಳನ್ನು ಕೈಗೊಂಡಿದೆ. ರಜಿಸ್ಟ್ರೇಷನ್ ಹಾಗೂ ಮುದ್ರಾಂಕ ಶುಲ್ಕದ ಮೊತ್ತ ರಸ್ತೆಯಲ್ಲಿ ಹೆಣ್ಣುಮಕ್ಕಳಿಗೆ 900ಕ್ಕೂ ಹೆಚ್ಚು ವಾಸ ವಿದ್ಯಾರ್ಥಿ ನಿಲಯಗಳನ್ನು ಸಹ್ಯಾದ್ರಿಗಳ ಬಡಾವಣೆಯಲ್ಲಿ 250 ಗಂಟಾ ಮಕ್ಕಳಿಗೆ ಪಾತ್ರ ನಿಲಯ 1,000 ವಿದ್ಯಾರ್ಥಿಗಳಿಗೆ ವಾಸ ಸೌಲಭ್ಯ ಒದಗಿಸಲಾಗುತ್ತಿದೆ. 2011ರಿಂದ ಬಡ ಕುಟುಂಬಗಳ 400ಕ್ಕೂ ಹೆಚ್ಚು ಮಕ್ಕಳಿಗೆ ವಿದ್ಯಾಭ್ಯಾಸ ದರದಲ್ಲಿ ಊಟ ಮತ್ತು ನಿವಾಸ ವೆಚ್ಚವನ್ನು ಸಂಘವೇ ಭರಿಸುತ್ತಿದೆ. bbox=[238, 269, 451, 475]
paragraph: ಪಟ್ಟಣದ ಬಸ್ ನಿಲ್ದಾಣಕ್ಕೆ ಪ್ರದೇಶದಲ್ಲಿ ನಿರ್ಮಾಣಗೊಂಡಿರುವ ಅಂಬೇಡ್ಕರ್ ಪ್ರತಿಮೆಯು ಸುಮಾರು ವರ್ಷಗಳಿಂದಲೂ ಕಾಮಗಾರಿಯನ್ನು ವೀಕ್ಷಣೆ ಮಾಡಿದಂತೆ ಶಾಸಕರು, ಪ್ರತಿ ಅಧಿಕಾರಿಗಳನ್ನು ಅಂದಕ್ಕೆ ನಿಗದಿಯಾಗಿತ್ತು. ಕಾಮಗಾರಿ ಪೂರ್ಣಗೊಂಡ ನಂತರ ಶೀಘ್ರದಲ್ಲೇ ಅನಾವರಣ ಮಾಡಲಾಗುವುದು ಎಂದು ಹೇಳಿದರು. bbox=[1082, 870, 1286, 981]
paragraph: ಶಿಕ್ಷಕರ ಪ್ರಗತಿ ಎಲ್ಲಾ ದಾನಿಗಳ ಅಧ್ಯಕ್ಷರು, ಸದಸ್ಯರು, ಮುಖಂಡರು, ಮತ್ತು ಮಾಜಿ ವಿದ್ಯಾರ್ಥಿಗಳು, ಊರಿನ ಪ್ರಮುಖರು ಪಾಲ್ಗೊಳ್ಳುವಂತೆ ಕೋರಲಾಗಿದೆ. ಸಮಾರಂಭದಲ್ಲಿ ಅನೇಕ ಗಣ್ಯರು ಭಾಗವಹಿಸಲಿದ್ದಾರೆ. bbox=[1304, 1306, 1502, 1368]
bullet-icon bbox=[1082, 766, 1090, 774]
paragraph: ಶಾಸಕರಾದ ಅವರು ಮಾತನಾಡಿ, ಎಲ್ಲಾ ಗ್ರಾಮಗಳಿಗೂ ಮೂಲಸೌಕರ್ಯ ಒದಗಿಸಲು ಕ್ರಮ ಕೈಗೊಳ್ಳಲಾಗುವುದು. ಕುಡಿಯುವ ನೀರು, ರಸ್ತೆ, ಚರಂಡಿ ಕಾಮಗಾರಿ ಮುಂದಿನ ದಿನಗಳಲ್ಲಿ ಆರಂಭವಾಗಲಿದೆ ಎಂದು ತಿಳಿಸಿದರು. bbox=[10, 876, 391, 922]
portrait-photo bbox=[1304, 1376, 1502, 1514]
article-governor-invite bbox=[929, 82, 1499, 498]
paragraph: ಈ ಸಂದರ್ಭದಲ್ಲಿ, ಬಿಜೆಪಿ ಮುಖಂಡರಾದ ಕೃಷ್ಣರಾಜು, ರಾಜು ಗೌಡ, ಜಿಲ್ಲಾ ಪಂಚಾಯಿತಿ ಸದಸ್ಯರು, ತಾಲೂಕು ಪಂಚಾಯತ್ ಅಧಿಕಾರಿಗಳು, ಗ್ರಾಮ ಪಂಚಾಯತಿ ಸದಸ್ಯರು ಹಾಗೂ ಗ್ರಾಮಸ್ಥರು ಹಾಜರಿದ್ದರು. bbox=[10, 931, 391, 961]
byline-text: ಭೀಮ ವಿಜಯ ನ್ಯೂಸ್ bbox=[427, 594, 515, 609]
paragraph: ವಿನಾಯಕ ನಿವೇಶನ ತಡೆಗೆ ಎಂದು ದೇವಾಲಯ ಎಂಬುವರು 2025ರ ಎಪ್ರಿಲ್ 16ರ ನ್ಯಾಯಾಲಯದ ಆದೇಶ ಅಡಿಯಲ್ಲಿ ಅವರ ನಿವೇಶನ ಜಾಗ ಪಡೆಯಲಾಗಿದೆ. ಆದರೆ ಅದೇ ಆವರಣಕ್ಕೆ ಫೆಬ್ರವರಿ 11ರಿಂದ ಬಾಗಿಲು ಮುಚ್ಚಿ ಹಾಕಲಾಗಿದೆ ಎಂದು ಆರೋಪಿಸಿದ್ದಾರೆ. ತಮ್ಮ ವಿರುದ್ಧ ಸುಳ್ಳು ದೂರು ದಾಖಲಿಸಲಾಗಿದೆ ಎಂದು ಅವರು ಅಳಲು ತೋಡಿಕೊಂಡರು. bbox=[397, 1585, 721, 1647]
bottom-left-filler bbox=[10, 1241, 384, 1759]
continuation-note: 1ನೇ ಪುಟದಿಂದ bbox=[10, 554, 67, 568]
diamond-icon bbox=[414, 597, 424, 607]
paragraph: ಸಮಾಜ ಹಾಗೂ ಸಂಘಟನೆ ಎನ್., ತಾಲೂಕಿನ ಆಡಳಿತ ಸಂಘದ ಅಧ್ಯಕ್ಷರು, ಪ್ರಮುಖರು ಸೇರಿದಂತೆ ಸಾರ್ವಜನಿಕರು ಹಾಜರಿದ್ದರು. ಅಂಬೇಡ್ಕರ್ ಪ್ರತಿಮೆಯ ಸುತ್ತಮುತ್ತ ಉದ್ಯಾನವನ ನಿರ್ಮಾಣ ಮಾಡಿ ಸಾರ್ವಜನಿಕರಿಗೆ ಅನುಕೂಲ ಕಲ್ಪಿಸಲಾಗುವುದು ಎಂದು ಅವರು ವಿವರಿಸಿದರು. bbox=[1304, 783, 1502, 877]
left-column-group bbox=[10, 511, 390, 1228]
paragraph: ಶಾಲೆಯ 125ನೇ ವರ್ಷದ ಸಂಭ್ರಮಾಚರಣೆ ಗ್ರಾಮದ ಎಲ್ಲಾ ಜನರ ಸಹಕಾರದೊಂದಿಗೆ ಅರ್ಥಪೂರ್ಣವಾಗಿ ನಡೆಯಲಿದೆ ಎಂದು ಆಯೋಜಕರು ವಿಶ್ವಾಸ ವ್ಯಕ್ತಪಡಿಸಿದ್ದಾರೆ. bbox=[1304, 1521, 1502, 1584]
paragraph: ಕಾರ್ಯಕ್ರಮದಲ್ಲಿ, ಹಾಸನ ಪಾಲು ಒತ್ತಾಯದ ವ್ಯವಸ್ಥಾಪಕ, ವಿಶ್ವನಾಥ್ ರಾವ್, ಎಂಬುವ ಮೊದ ಅಧ್ಯಕ್ಷರಾಗಿರುವ ಪತ್ರಿಕಾ ವೃತ್ತಿ ಅಧ್ಯಕ್ಷರಾದ ಪರಶುರಾಮ್ ಕುಮಾರ್, ಹಾಗೂ ಕಾರ್ಯದರ್ಶಿಗಳಾದ ಎಸ್.ಆರ್.ರಂಗನಾಥ, ಮಹೇಶ್ ಸಂಪಾದಕರಾಗಿದ್ದ ಸುರೇಶ್, ನಿರಂಜನ ಸೇರಿದಂತೆ ಕಾರ್ಯನಿರತ ಪತ್ರಕರ್ತರ ಸಂಘದ ನಿರ್ದೇಶಕರುಗಳಾದ ಪ್ರಕಾಶ್ ದೇವರಾಜ್, ನವೀನ ಕುಮಾರ್ ಕೃಷ್ಣ, ಚಂದ್ರಶೇಖರ್ ದೇವಿಕ್ ಹಾಗೂ ನಾಡಿನ ಉತ್ತಮ ಪತ್ರಕರ್ತರು ಉಪಸ್ಥಿತರಿದ್ದರು. bbox=[1322, 331, 1499, 490]
paragraph: ಪತ್ರಿಕಾಗೋಷ್ಠಿಯಲ್ಲಿ ಒಕ್ಕಲಿಗರ ಸಂಘದ ಅಣ್ಣಪ್ಪಗೌಡ, ಗಣೇಶ್, ಲಕ್ಷ್ಮಣ್, ಅಧೀನ ಇತರ ಪದಾಧಿಕಾರಿಗಳು ಉಪಸ್ಥಿತರಿದ್ದರು. bbox=[700, 253, 913, 302]
paragraph: ಶಾರದಾಂಬನಗರ ಸುರಕ್ಷತಾಗಿ ನಡೆಯುವ ಆಡಳಿತ ಅಧಿಕಾರಿಗಳು ಎಂದು ಮಾತನಾಡಿ ಸೂಚನೆ ಗೌಡರು ಹೇಳಿದರು. ನಗರ ವ್ಯಾಪ್ತಿಯಲ್ಲಿ ತೆರವು ಕಾರ್ಯಾಚರಣೆ ಮುಂದುವರೆಯಲಿದೆ. ಸಾರ್ವಜನಿಕ ಜಾಗೆ ರಸ್ತೆ ಸಂಚಾರ ದಟ್ಟಣೆ ಹೆಚ್ಚಾಗಿದೆ ಎಂದು ಅಧಿಕಾರಿಗಳು ತಿಳಿಸಿದ್ದಾರೆ. ಇನ್ನೂ ಹಲವು ಕಡೆ ಕಾರ್ಯಾಚರಣೆ ನಡೆಯಲಿದೆ ಎಂದು ತಿಳಿದುಬಂದಿದೆ. bbox=[10, 704, 391, 766]
byline bbox=[397, 1510, 721, 1524]
title-right: ವಿಜಯ bbox=[856, 19, 953, 64]
article-headline: 3 ಕೋಟಿ ರೂ.ವೆಚ್ಚದ ಕಾಮಗಾರಿಗೆ ಭೂಮಿ ಪೂಜೆ bbox=[10, 774, 390, 809]
headline-line-1: ಪೊಲೀಸರ ವಿರುದ್ಧ ಯಶ್ bbox=[616, 1241, 851, 1275]
byline bbox=[929, 130, 1109, 144]
bottom-section bbox=[10, 1241, 1502, 1759]
paragraph: ಕರಾಟೆ ಕಲರ್ ಬೆಲ್ಟ್ ಪರೀಕ್ಷೆಯನ್ನು ಒಟ್ಟು 15 ವರ್ಷಗಳ ಬೆಳವಣಿಗೆ ನಿರಂತರ ಹಾಗೂ ಕ್ರೀಡಾ ಚಟುವಟಿಕೆಗಳ ಮೂಲಕ ಮಕ್ಕಳಲ್ಲಿ ಶಿಸ್ತು, ಆತ್ಮಸ್ಥೈರ್ಯ ಬೆಳೆಸುವ ಕೆಲಸ ಮಾಡಲಾಗುತ್ತಿದೆ. ಪರೀಕ್ಷೆಯಲ್ಲಿ ಉತ್ತೀರ್ಣರಾದ ಎಲ್ಲಾ ವಿದ್ಯಾರ್ಥಿಗಳಿಗೆ ಪ್ರಮಾಣ ಪತ್ರ ಹಾಗೂ ಬೆಲ್ಟ್ ವಿತರಿಸಲಾಯಿತು ಎಂದು ಸಂಘಟಕರು ತಿಳಿಸಿದರು. bbox=[10, 1242, 385, 1304]
paragraph: ಶಾಲೆಯು ಮಾಜಿ ವಿದ್ಯಾರ್ಥಿಗಳು ಸೇರಿಕೊಂಡು ಸಂಭ್ರಮಾಚರಣೆಗೆ ಸಿದ್ಧತೆ ನಡೆಸಿದ್ದಾರೆ. ಹಳೆಯ ವಿದ್ಯಾರ್ಥಿಗಳ ಸಮ್ಮಿಲನ, ಸಾಂಸ್ಕೃತಿಕ ಕಾರ್ಯಕ್ರಮ ಹಾಗೂ ಸನ್ಮಾನ ಸಮಾರಂಭ ಹಮ್ಮಿಕೊಳ್ಳಲಾಗಿದೆ ಎಂದು ಅಧಿಕಾರಿಗಳು ತಿಳಿಸಿದ್ದಾರೆ. bbox=[1082, 1672, 1286, 1750]
